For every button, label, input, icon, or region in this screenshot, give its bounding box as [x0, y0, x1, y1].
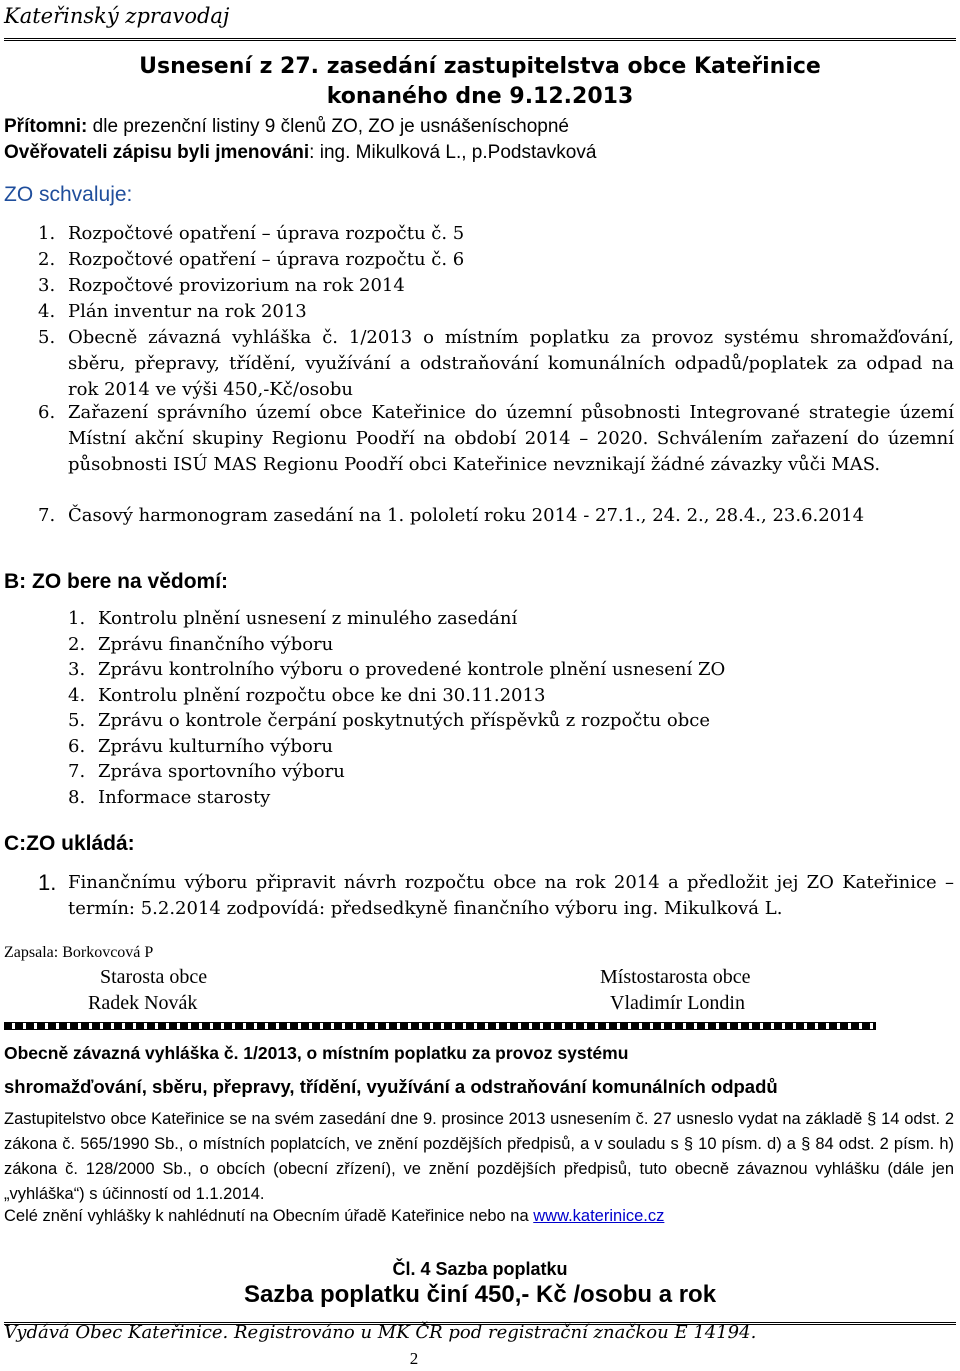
- item-number: 7.: [38, 505, 56, 526]
- section-b-item: [68, 708, 725, 734]
- section-b-heading: B: ZO bere na vědomí:: [4, 570, 229, 593]
- ordinance-heading-2: shromažďování, sběru, přepravy, třídění, využívání a odstraňování komunálních odpadů: [4, 1076, 778, 1097]
- item-number: 6.: [38, 402, 56, 423]
- item-number: 5.: [68, 710, 86, 731]
- item-text: Kontrolu plnění rozpočtu obce ke dni 30.11.2013: [98, 684, 546, 706]
- right-signatory-role: Místostarosta obce: [600, 966, 751, 988]
- fee-rate: Sazba poplatku činí 450,- Kč /osobu a rok: [243, 1281, 717, 1308]
- ordinance-heading-1: Obecně závazná vyhláška č. 1/2013, o místním poplatku za provoz systému: [4, 1043, 629, 1063]
- section-b-item: [68, 759, 725, 785]
- section-c-item-num: 1.: [38, 870, 57, 895]
- section-a-item: [38, 247, 954, 273]
- section-b-item: [68, 683, 725, 709]
- present-text: dle prezenční listiny 9 členů ZO, ZO je usnášeníschopné: [87, 116, 569, 137]
- left-signatory-role: Starosta obce: [100, 966, 208, 988]
- section-c-item-text: Finančnímu výboru připravit návrh rozpočtu obce na rok 2014 a předložit jej ZO Kateřinice – termín: 5.2.2014 zodpovídá: předsedkyně finančního výboru ing. Mikulková L.: [68, 872, 954, 919]
- item-text: Zařazení správního území obce Kateřinice do územní působnosti Integrované strategie území Místní akční skupiny Regionu Poodří na období 2014 – 2020. Schválením zařazení do územní působnosti ISÚ MAS Regionu Poodří obci Kateřinice nevznikají žádné závazky vůči MAS.: [68, 402, 954, 475]
- recorded-by: Zapsala: Borkovcová P: [4, 944, 154, 961]
- item-text: Rozpočtové opatření – úprava rozpočtu č. 6: [68, 249, 465, 270]
- item-text: Časový harmonogram zasedání na 1. pololetí roku 2014 - 27.1., 24. 2., 28.4., 23.6.2014: [68, 505, 865, 526]
- ordinance-body: Zastupitelstvo obce Kateřinice se na svém zasedání dne 9. prosince 2013 usnesením č. 27 usneslo vydat na základě § 14 odst. 2 zákona č. 565/1990 Sb., o místních poplatcích, ve znění pozdějších předpisů, a v souladu s § 10 písm. d) a § 84 odst. 2 písm. h) zákona č. 128/2000 Sb., o obcích (obecní zřízení), ve znění pozdějších předpisů, tuto obecně závaznou vyhlášku (dále jen „vyhláška“) s účinností od 1.1.2014.: [4, 1110, 954, 1203]
- section-b-list: [68, 606, 725, 810]
- item-number: 4.: [68, 684, 86, 706]
- section-divider: [4, 1022, 876, 1030]
- resolution-date: konaného dne 9.12.2013: [326, 84, 634, 109]
- resolution-title: Usnesení z 27. zasedání zastupitelstva obce Kateřinice: [139, 54, 821, 79]
- right-signatory-name: Vladimír Londin: [610, 992, 745, 1014]
- page-number: 2: [409, 1349, 419, 1368]
- section-a-item: [38, 503, 954, 529]
- item-number: 1.: [38, 223, 56, 244]
- section-a-item: [38, 221, 954, 247]
- item-number: 8.: [68, 786, 86, 808]
- verifiers-label: Ověřovateli zápisu byli jmenováni: [4, 142, 310, 163]
- item-number: 3.: [38, 275, 56, 296]
- item-text: Obecně závazná vyhláška č. 1/2013 o místním poplatku za provoz systému shromažďování, sběru, přepravy, třídění, využívání a odstraňování komunálních odpadů/poplatek za odpad na rok 2014 ve výši 450,-Kč/osobu: [68, 327, 954, 400]
- website-link[interactable]: www.katerinice.cz: [533, 1207, 665, 1225]
- left-signatory-name: Radek Novák: [88, 992, 198, 1014]
- item-text: Zprávu kontrolního výboru o provedené kontrole plnění usnesení ZO: [98, 659, 726, 680]
- section-b-item: [68, 606, 725, 632]
- section-a-heading: ZO schvaluje:: [4, 183, 133, 206]
- item-number: 1.: [68, 608, 86, 629]
- full-text-prefix: Celé znění vyhlášky k nahlédnutí na Obecním úřadě Kateřinice nebo na: [4, 1207, 534, 1225]
- item-text: Rozpočtové opatření – úprava rozpočtu č. 5: [68, 223, 465, 244]
- item-text: Informace starosty: [98, 786, 271, 808]
- section-a-item: [38, 273, 954, 299]
- section-b-item: [68, 657, 725, 683]
- item-text: Rozpočtové provizorium na rok 2014: [68, 275, 405, 296]
- newsletter-title: Kateřinský zpravodaj: [4, 4, 230, 28]
- item-text: Zpráva sportovního výboru: [98, 761, 345, 782]
- item-text: Zprávu o kontrole čerpání poskytnutých příspěvků z rozpočtu obce: [98, 710, 710, 731]
- item-text: Zprávu kulturního výboru: [98, 735, 333, 757]
- verifiers-text: : ing. Mikulková L., p.Podstavková: [309, 142, 597, 163]
- item-text: Zprávu finančního výboru: [98, 633, 334, 655]
- ordinance-full-text: [4, 1207, 664, 1226]
- section-a-item: [38, 400, 954, 478]
- section-c-item: [38, 870, 954, 922]
- section-a-item: [38, 299, 954, 325]
- section-b-item: [68, 734, 725, 760]
- verifiers-line: [4, 142, 596, 164]
- article-heading: Čl. 4 Sazba poplatku: [392, 1259, 568, 1279]
- present-line: [4, 116, 569, 138]
- item-number: 5.: [38, 327, 56, 348]
- footer-text: Vydává Obec Kateřinice. Registrováno u MK ČR pod registrační značkou E 14194.: [4, 1322, 757, 1343]
- section-a-item: [38, 325, 954, 403]
- item-number: 7.: [68, 761, 86, 782]
- section-c-heading: C:ZO ukládá:: [4, 832, 135, 855]
- item-number: 4.: [38, 301, 56, 322]
- item-text: Plán inventur na rok 2013: [68, 301, 307, 322]
- item-number: 2.: [38, 249, 56, 270]
- item-number: 6.: [68, 735, 86, 757]
- item-number: 2.: [68, 633, 86, 655]
- present-label: Přítomni:: [4, 116, 88, 137]
- item-number: 3.: [68, 659, 86, 680]
- section-b-item: [68, 785, 725, 811]
- section-b-item: [68, 632, 725, 658]
- item-text: Kontrolu plnění usnesení z minulého zasedání: [98, 608, 518, 629]
